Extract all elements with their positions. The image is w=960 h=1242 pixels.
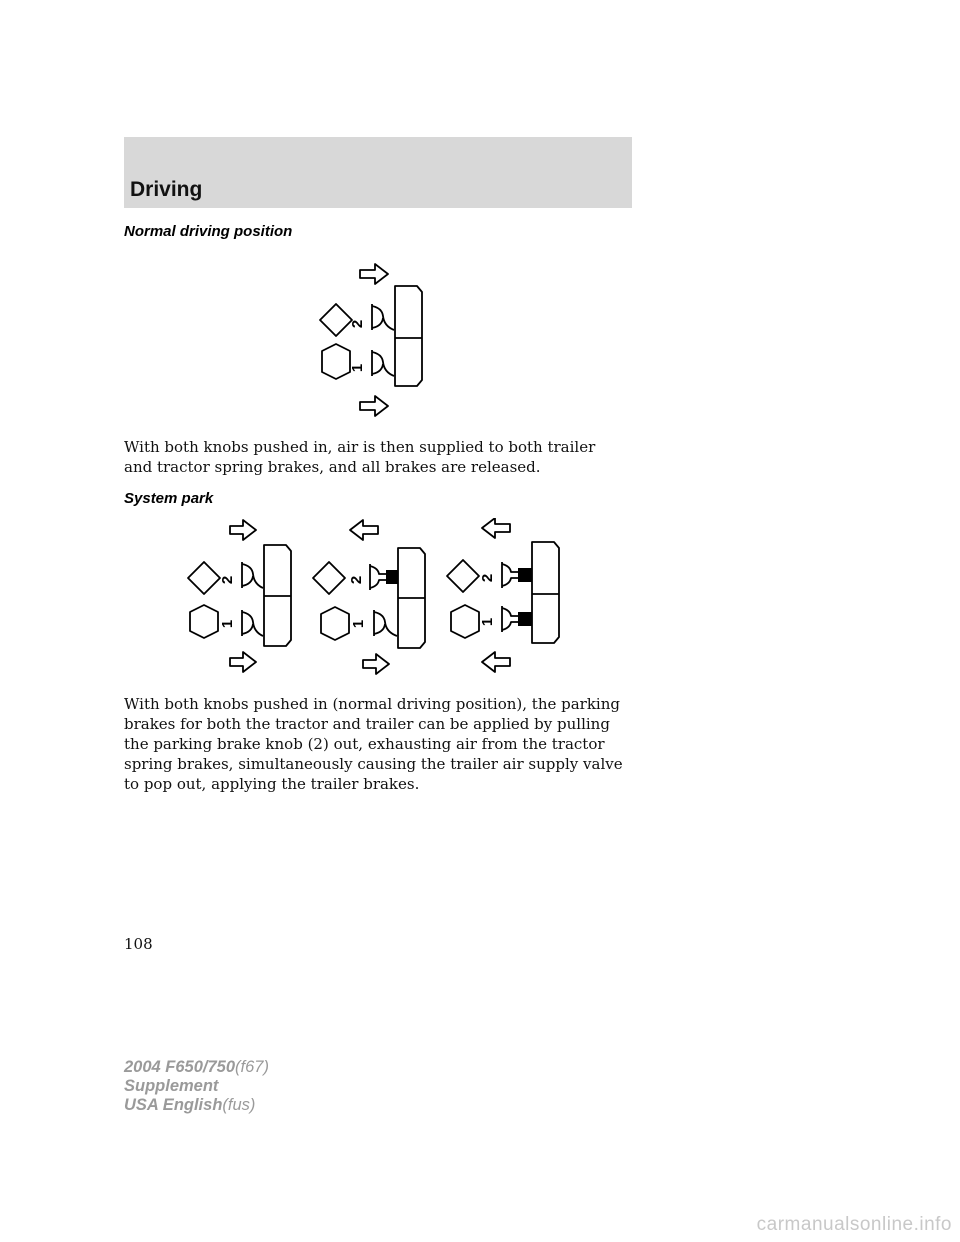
paragraph-system-park [124,694,624,794]
footer-line-model [124,1058,269,1077]
footer-language: USA English [124,1096,223,1114]
knob-1-label: 1 [350,619,367,629]
footer-supplement: Supplement [124,1077,219,1095]
hexagon-knob-icon [321,607,349,640]
footer [124,1058,269,1115]
knob-1-label: 1 [219,619,236,629]
arrow-right-icon [363,654,389,674]
knob-2-label: 2 [219,575,236,585]
arrow-right-icon [360,264,388,284]
paragraph-text: With both knobs pushed in (normal driving position), the parking brakes for both the tractor and trailer can be applied by pulling the parking brake knob (2) out, exhausting air from the tractor spring brakes, simultaneously causing the trailer air supply valve to pop out, applying the trailer brakes. [124,695,623,793]
paragraph-normal-driving [124,437,624,477]
paragraph-text: With both knobs pushed in, air is then supplied to both trailer and tractor spring brakes, and all brakes are released. [124,438,596,476]
section-heading-system-park: System park [124,490,214,507]
knob-1-label: 1 [479,617,496,627]
diamond-knob-icon [313,562,345,594]
knob-2-label: 2 [479,573,496,583]
watermark: carmanualsonline.info [756,1214,952,1235]
knob-2-label: 2 [348,575,365,585]
hexagon-knob-icon [451,605,479,638]
page-number: 108 [124,935,153,953]
normal-driving-diagram [310,260,430,420]
system-park-diagram [180,518,580,678]
hexagon-knob-icon [190,605,218,638]
arrow-left-icon [482,652,510,672]
diamond-knob-icon [447,560,479,592]
arrow-right-icon [360,396,388,416]
arrow-right-icon [230,520,256,540]
page-title: Driving [130,178,203,201]
arrow-left-icon [350,520,378,540]
arrow-right-icon [230,652,256,672]
footer-line-language [124,1096,269,1115]
diamond-knob-icon [320,304,352,336]
knob-2-label: 2 [349,319,366,329]
arrow-left-icon [482,518,510,538]
footer-language-code: (fus) [222,1096,256,1114]
knob-1-label: 1 [349,363,366,373]
hexagon-knob-icon [322,344,350,379]
footer-model-code: (f67) [235,1058,269,1076]
section-heading-normal-driving: Normal driving position [124,223,293,240]
footer-model: 2004 F650/750 [124,1058,236,1076]
diamond-knob-icon [188,562,220,594]
